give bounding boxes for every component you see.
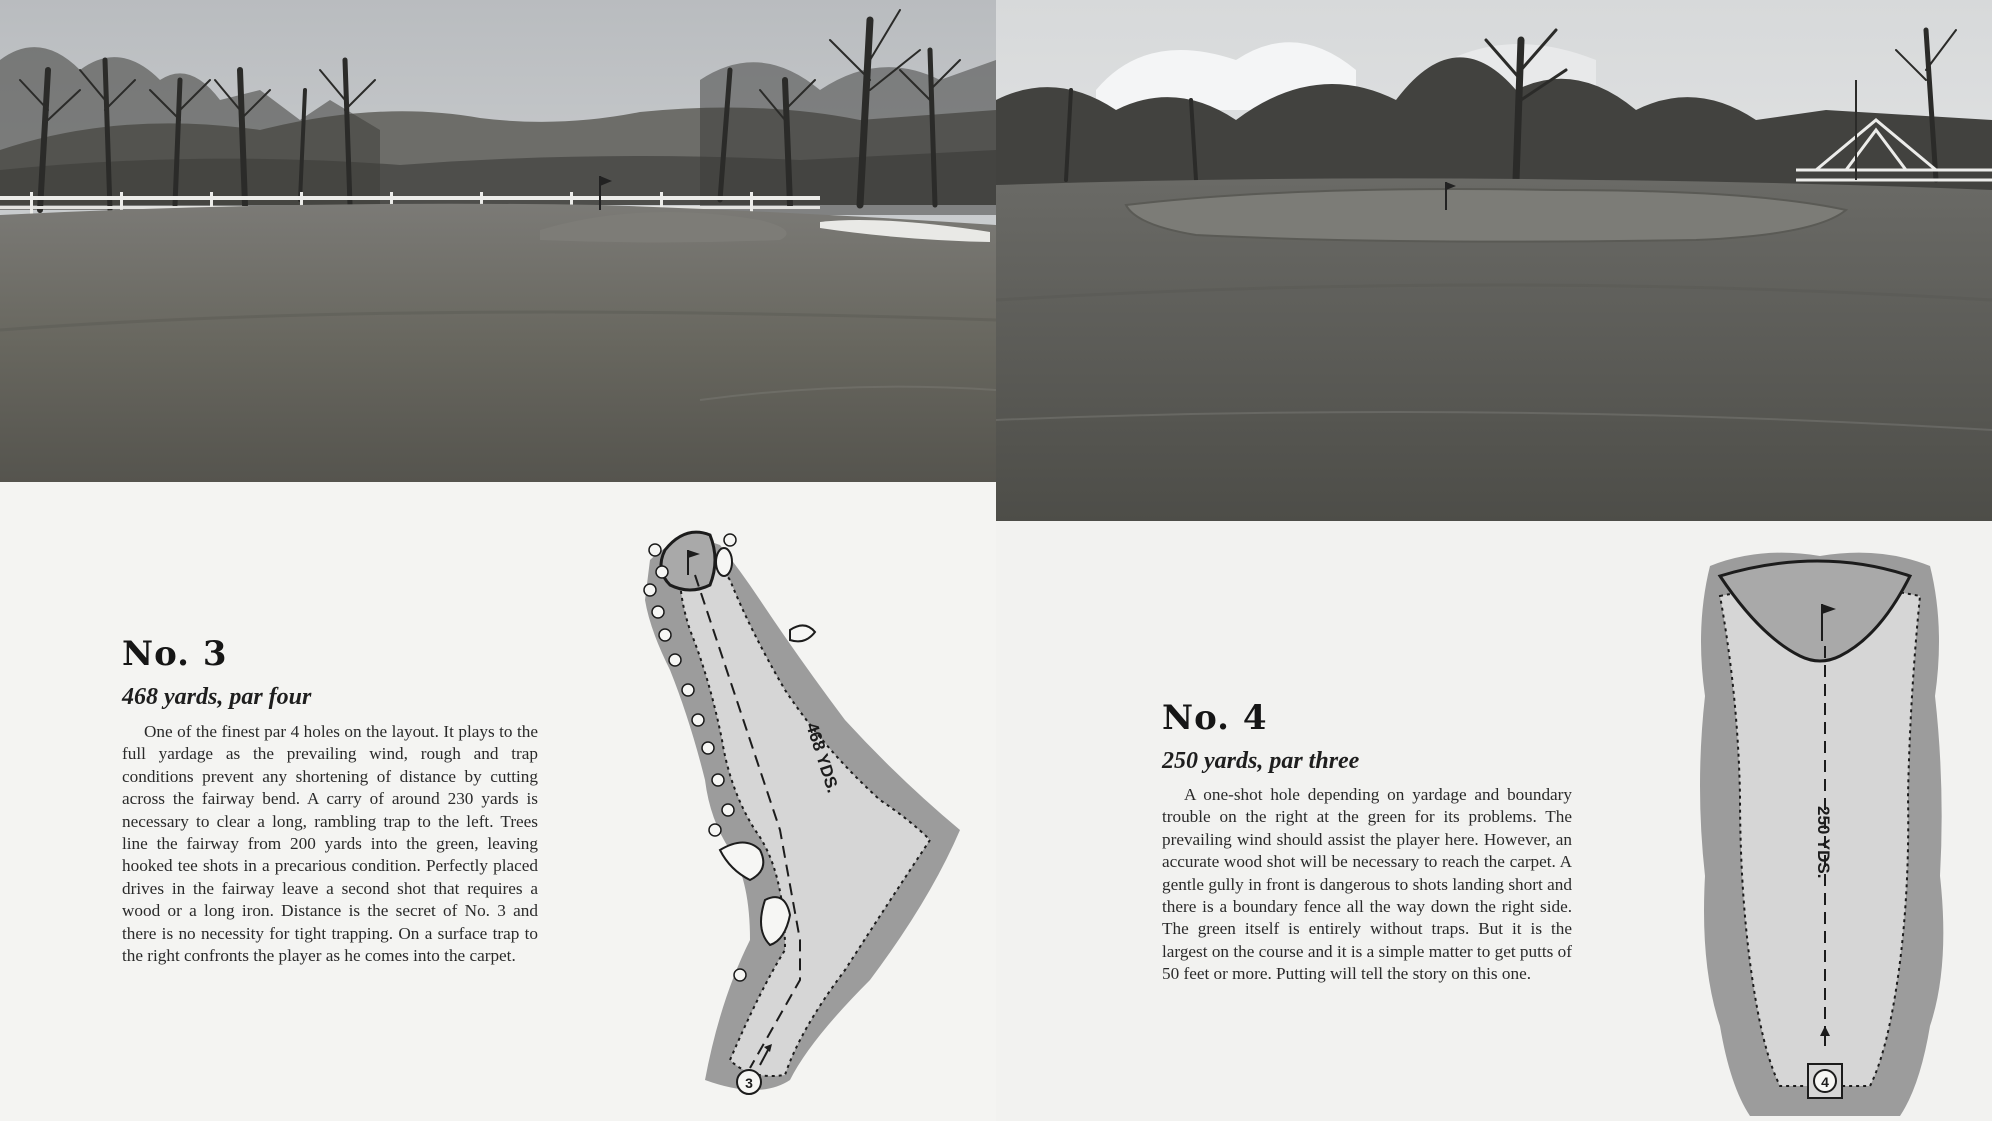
hole-3-map (610, 520, 970, 1110)
hole-3-subtitle: 468 yards, par four (122, 684, 312, 710)
page-hole-4 (996, 0, 1992, 1121)
hole-4-tee-label: 4 (1821, 1074, 1829, 1090)
hole-4-description: A one-shot hole depending on yardage and boundary trouble on the right at the green for its problems. The prevailing wind should assist the player here. However, an accurate wood shot will be necessary to reach the carpet. A gentle gully in front is dangerous to shots landing short and there is a boundary fence all the way down the right side. The green itself is entirely without traps. But it is the largest on the course and it is a simple matter to get putts of 50 feet or more. Putting will tell the story on this one. (1162, 785, 1572, 984)
hole-4-subtitle: 250 yards, par three (1162, 748, 1360, 774)
hole-3-photo (0, 0, 996, 482)
hole-4-title: No. 4 (1162, 698, 1268, 738)
hole-3-yardage-label: 468 YDS. (802, 720, 843, 796)
hole-3-description: One of the finest par 4 holes on the layout. It plays to the full yardage as the prevailing wind, rough and trap conditions prevent any shortening of distance by cutting across the fairway bend. A carry of around 230 yards is necessary to clear a long, rambling trap to the left. Trees line the fairway from 200 yards into the green, leaving hooked tee shots in a precarious condition. Perfectly placed drives in the fairway leave a second shot that requires a wood or a long iron. Distance is the secret of No. 3 and there is no necessity for tight trapping. On a surface trap to the right confronts the player as he comes into the carpet. (122, 722, 538, 966)
hole-4-yardage-label: 250 YDS. (1814, 806, 1833, 879)
hole-3-tee-label: 3 (745, 1075, 753, 1091)
hole-4-photo (996, 0, 1992, 521)
hole-4-map (1680, 546, 1970, 1121)
hole-3-title: No. 3 (122, 634, 228, 674)
